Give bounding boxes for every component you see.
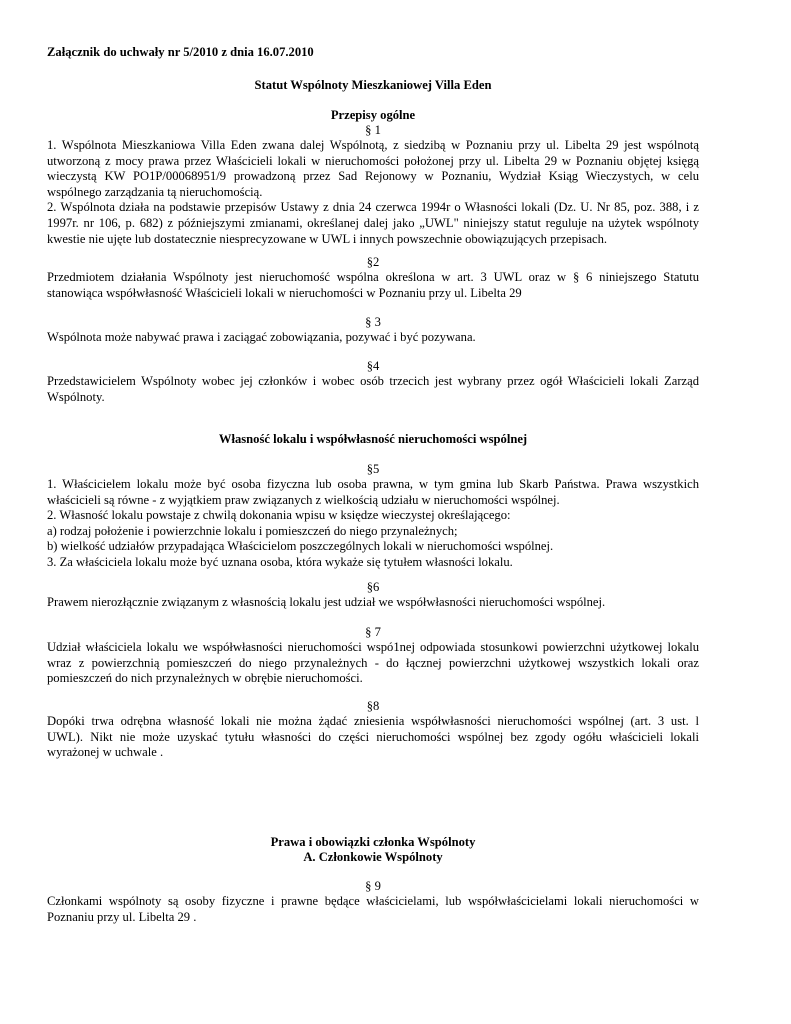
paragraph-8-line: Dopóki trwa odrębna własność lokali nie można żądać zniesienia współwłasności nieruchomości wspólnej (art. 3 ust. l [47,714,699,728]
paragraph-2-line: stanowiąca współwłasność Właścicieli lokali w nieruchomości w Poznaniu przy ul. Libelta 29 [47,285,522,300]
paragraph-mark-9: § 9 [365,879,381,893]
paragraph-7-line: wraz z powierzchnią pomieszczeń do niego przynależnych - do łącznej powierzchni użytkowej wszystkich lokali oraz [47,655,699,670]
document-title: Statut Wspólnoty Mieszkaniowej Villa Eden [254,78,492,92]
paragraph-4 [47,374,699,405]
paragraph-5-line: a) rodzaj położenie i powierzchnie lokalu i pomieszczeń do niego przynależnych; [47,523,458,538]
paragraph-mark-2: §2 [366,255,380,269]
heading-ownership: Własność lokalu i współwłasność nieruchomości wspólnej [218,432,528,446]
paragraph-1-line: kwestie nie ujęte lub dostatecznie niesprecyzowane w UWL i innych powszechnie obowiązujących przepisach. [47,231,608,246]
paragraph-4-line: Przedstawicielem Wspólnoty wobec jej członków i wobec osób trzecich jest wybrany przez ogół Właścicieli lokali Zarząd [47,374,699,388]
paragraph-mark-4: §4 [366,359,380,373]
heading-rights: Prawa i obowiązki członka Wspólnoty [270,835,476,849]
paragraph-5-line: b) wielkość udziałów przypadająca Właścicielom poszczególnych lokali w nieruchomości wspólnej. [47,539,554,554]
paragraph-mark-5: §5 [366,462,380,476]
paragraph-5-line: 2. Własność lokalu powstaje z chwilą dokonania wpisu w księdze wieczystej określającego: [47,508,511,523]
paragraph-1-line: wieczystą KW PO1P/00068951/9 prowadzoną przez Sad Rejonowy w Poznaniu, Wydział Ksiąg Wieczystych, w celu [47,169,699,184]
paragraph-8 [47,714,699,761]
paragraph-5-line: 1. Właścicielem lokalu może być osoba fizyczna lub osoba prawna, w tym gmina lub Skarb Państwa. Prawa wszystkich [47,477,699,491]
paragraph-1-line: wspólnego zarządzania tą nieruchomością. [47,184,263,199]
paragraph-2 [47,270,699,301]
paragraph-9-line: Poznaniu przy ul. Libelta 29 . [47,909,197,924]
paragraph-1-line: utworzoną z mocy prawa przez Właścicieli lokali w nieruchomości położonej przy ul. Libelta 29 w Poznaniu objętej księgą [47,153,699,168]
paragraph-9-line: Członkami wspólnoty są osoby fizyczne i prawne będące właścicielami, lub współwłaścicielami lokali nieruchomości w [47,894,699,908]
paragraph-3 [47,330,699,346]
heading-general-provisions: Przepisy ogólne [330,108,416,122]
paragraph-5-line: 3. Za właściciela lokalu może być uznana osoba, która wykaże się tytułem własności lokalu. [47,554,513,569]
paragraph-1 [47,138,699,247]
paragraph-4-line: Wspólnoty. [47,389,105,404]
paragraph-mark-6: §6 [366,580,380,594]
paragraph-3-line: Wspólnota może nabywać prawa i zaciągać zobowiązania, pozywać i być pozywana. [47,330,476,344]
paragraph-7 [47,640,699,687]
subheading-members: A. Członkowie Wspólnoty [303,850,443,864]
paragraph-mark-8: §8 [366,699,380,713]
paragraph-5 [47,477,699,571]
paragraph-1-line: 2. Wspólnota działa na podstawie przepisów Ustawy z dnia 24 czerwca 1994r o Własności lokali (Dz. U. Nr 85, poz. 388, i z [47,200,699,215]
paragraph-6 [47,595,699,611]
paragraph-7-line: Udział właściciela lokalu we współwłasności nieruchomości wspó1nej odpowiada stosunkowi powierzchni użytkowej lokalu [47,640,699,654]
paragraph-mark-3: § 3 [365,315,381,329]
paragraph-6-line: Prawem nierozłącznie związanym z własnością lokalu jest udział we współwłasności nieruchomości wspólnej. [47,595,606,609]
paragraph-2-line: Przedmiotem działania Wspólnoty jest nieruchomość wspólna określona w art. 3 UWL oraz w § 6 niniejszego Statutu [47,270,699,284]
paragraph-1-line: 1. Wspólnota Mieszkaniowa Villa Eden zwana dalej Wspólnotą, z siedzibą w Poznaniu przy ul. Libelta 29 jest wspólnotą [47,138,699,152]
paragraph-7-line: pomieszczeń do nich przynależnych w obrębie nieruchomości. [47,671,363,686]
paragraph-8-line: UWL). Nikt nie może uzyskać tytułu własności do części nieruchomości wspólnej bez zgody ogółu właścicieli lokali [47,729,699,744]
paragraph-9 [47,894,699,925]
paragraph-5-line: właścicieli są równe - z wyjątkiem praw związanych z wielkością udziału w nieruchomości wspólnej. [47,492,560,507]
paragraph-8-line: wyrażonej w uchwale . [47,745,164,760]
attachment-line: Załącznik do uchwały nr 5/2010 z dnia 16.07.2010 [47,45,314,59]
paragraph-mark-1: § 1 [365,123,381,137]
paragraph-mark-7: § 7 [365,625,381,639]
paragraph-1-line: 1997r. nr 106, p. 682) z późniejszymi zmianami, określanej dalej jako „UWL" niniejszy statut reguluje na użytek wspólnoty [47,215,699,230]
